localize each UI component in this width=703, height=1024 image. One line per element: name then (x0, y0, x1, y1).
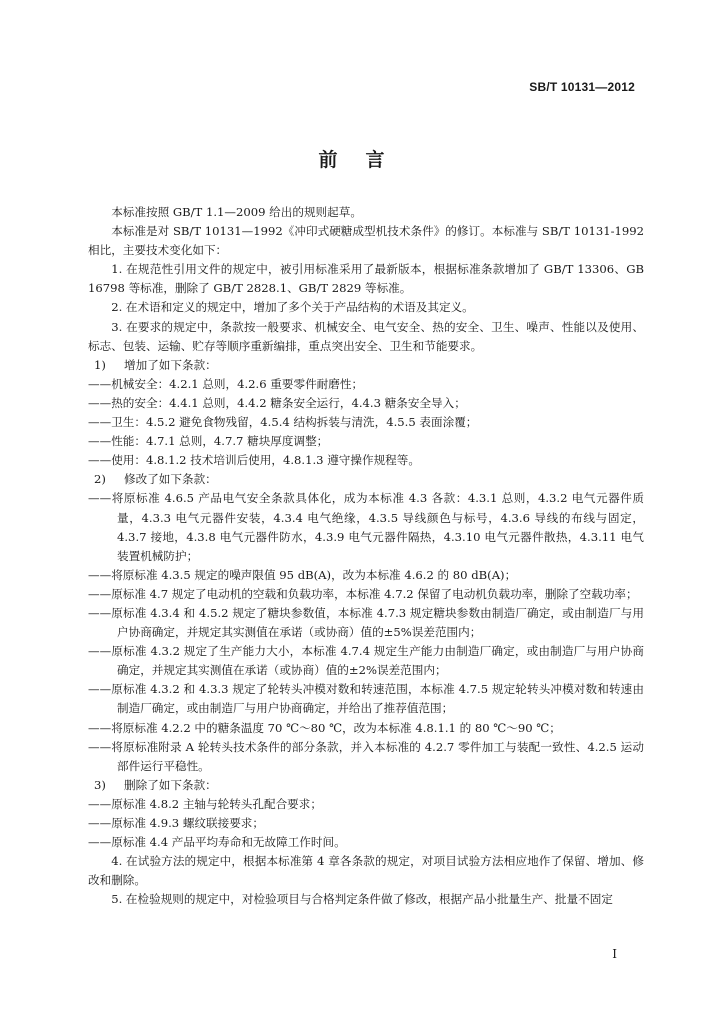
list-item: ——将原标准 4.3.5 规定的噪声限值 95 dB(A)，改为本标准 4.6.2 的 80 dB(A)； (88, 567, 517, 582)
section-added-heading (88, 356, 644, 375)
paragraph-drafting-rule: 本标准按照 GB/T 1.1—2009 给出的规则起草。 (111, 205, 362, 219)
list-item: ——将原标准 4.6.5 产品电气安全条款具体化，成为本标准 4.3 各款：4.3.1 总则，4.3.2 电气元器件质量，4.3.3 电气元器件安装，4.3.4 电气绝缘，4.3.5 导线颜色与标号，4.3.6 导线的布线与固定，4.3.7 接地，4.3.8 电气元器件防水，4.3.9 电气元器件隔热，4.3.10 电气元器件散热，4.3.11 电气装置机械防护； (88, 491, 644, 563)
list-item: ——将原标准附录 A 轮转头技术条件的部分条款，并入本标准的 4.2.7 零件加工与装配一致性、4.2.5 运动部件运行平稳性。 (88, 739, 644, 773)
section-added-number: 1) (94, 357, 106, 372)
section-deleted-label: 删除了如下条款： (124, 777, 217, 792)
section-modified-number: 2) (94, 472, 106, 487)
list-item: ——原标准 4.3.4 和 4.5.2 规定了糖块参数值，本标准 4.7.3 规定糖块参数由制造厂确定，或由制造厂与用户协商确定，并规定其实测值在承诺（或协商）值的±5%误差范围内； (88, 605, 644, 640)
paragraph-revision-note: 本标准是对 SB/T 10131—1992《冲印式硬糖成型机技术条件》的修订。本标准与 SB/T 10131-1992 相比，主要技术变化如下： (88, 224, 644, 258)
paragraph-change-2: 2. 在术语和定义的规定中，增加了多个关于产品结构的术语及其定义。 (111, 300, 474, 315)
paragraph-change-1: 1. 在规范性引用文件的规定中，被引用标准采用了最新版本，根据标准条款增加了 GB/T 13306、GB 16798 等标准，删除了 GB/T 2828.1、GB/T 2829 等标准。 (88, 262, 644, 296)
standard-code: SB/T 10131—2012 (529, 80, 635, 94)
page-number: I (612, 947, 617, 961)
list-item: ——原标准 4.9.3 螺纹联接要求； (88, 816, 264, 830)
list-item: ——原标准 4.7 规定了电动机的空载和负载功率，本标准 4.7.2 保留了电动机负载功率，删除了空载功率； (88, 586, 638, 601)
document-body (88, 203, 644, 909)
list-item: ——热的安全：4.4.1 总则，4.4.2 糖条安全运行，4.4.3 糖条安全导入； (88, 395, 466, 410)
list-item: ——使用：4.8.1.2 技术培训后使用，4.8.1.3 遵守操作规程等。 (88, 453, 420, 468)
section-deleted-number: 3) (94, 777, 106, 792)
list-item: ——原标准 4.4 产品平均寿命和无故障工作时间。 (88, 835, 346, 850)
paragraph-change-5: 5. 在检验规则的规定中，对检验项目与合格判定条件做了修改，根据产品小批量生产、批量不固定 (111, 892, 613, 907)
list-item: ——将原标准 4.2.2 中的糖条温度 70 ℃～80 ℃，改为本标准 4.8.1.1 的 80 ℃～90 ℃； (88, 720, 561, 735)
list-item: ——原标准 4.3.2 规定了生产能力大小，本标准 4.7.4 规定生产能力由制造厂确定，或由制造厂与用户协商确定，并规定其实测值在承诺（或协商）值的±2%误差范围内； (88, 644, 644, 678)
section-deleted-heading (88, 776, 644, 795)
list-item: ——原标准 4.3.2 和 4.3.3 规定了轮转头冲模对数和转速范围，本标准 4.7.5 规定轮转头冲模对数和转速由制造厂确定，或由制造厂与用户协商确定，并给出了推荐值范围； (88, 682, 644, 716)
section-added-label: 增加了如下条款： (124, 357, 217, 372)
list-item: ——卫生：4.5.2 避免食物残留，4.5.4 结构拆装与清洗，4.5.5 表面涂覆； (88, 415, 478, 430)
section-modified-label: 修改了如下条款： (124, 472, 217, 487)
list-item: ——性能：4.7.1 总则，4.7.7 糖块厚度调整； (88, 434, 329, 449)
list-item: ——原标准 4.8.2 主轴与轮转头孔配合要求； (88, 796, 322, 811)
section-modified-heading (88, 470, 644, 489)
paragraph-change-3: 3. 在要求的规定中，条款按一般要求、机械安全、电气安全、热的安全、卫生、噪声、性能以及使用、标志、包装、运输、贮存等顺序重新编排，重点突出安全、卫生和节能要求。 (88, 319, 644, 353)
paragraph-change-4: 4. 在试验方法的规定中，根据本标准第 4 章各条款的规定，对项目试验方法相应地作了保留、增加、修改和删除。 (88, 854, 644, 888)
list-item: ——机械安全：4.2.1 总则，4.2.6 重要零件耐磨性； (88, 376, 364, 391)
page-title: 前言 (318, 149, 413, 171)
